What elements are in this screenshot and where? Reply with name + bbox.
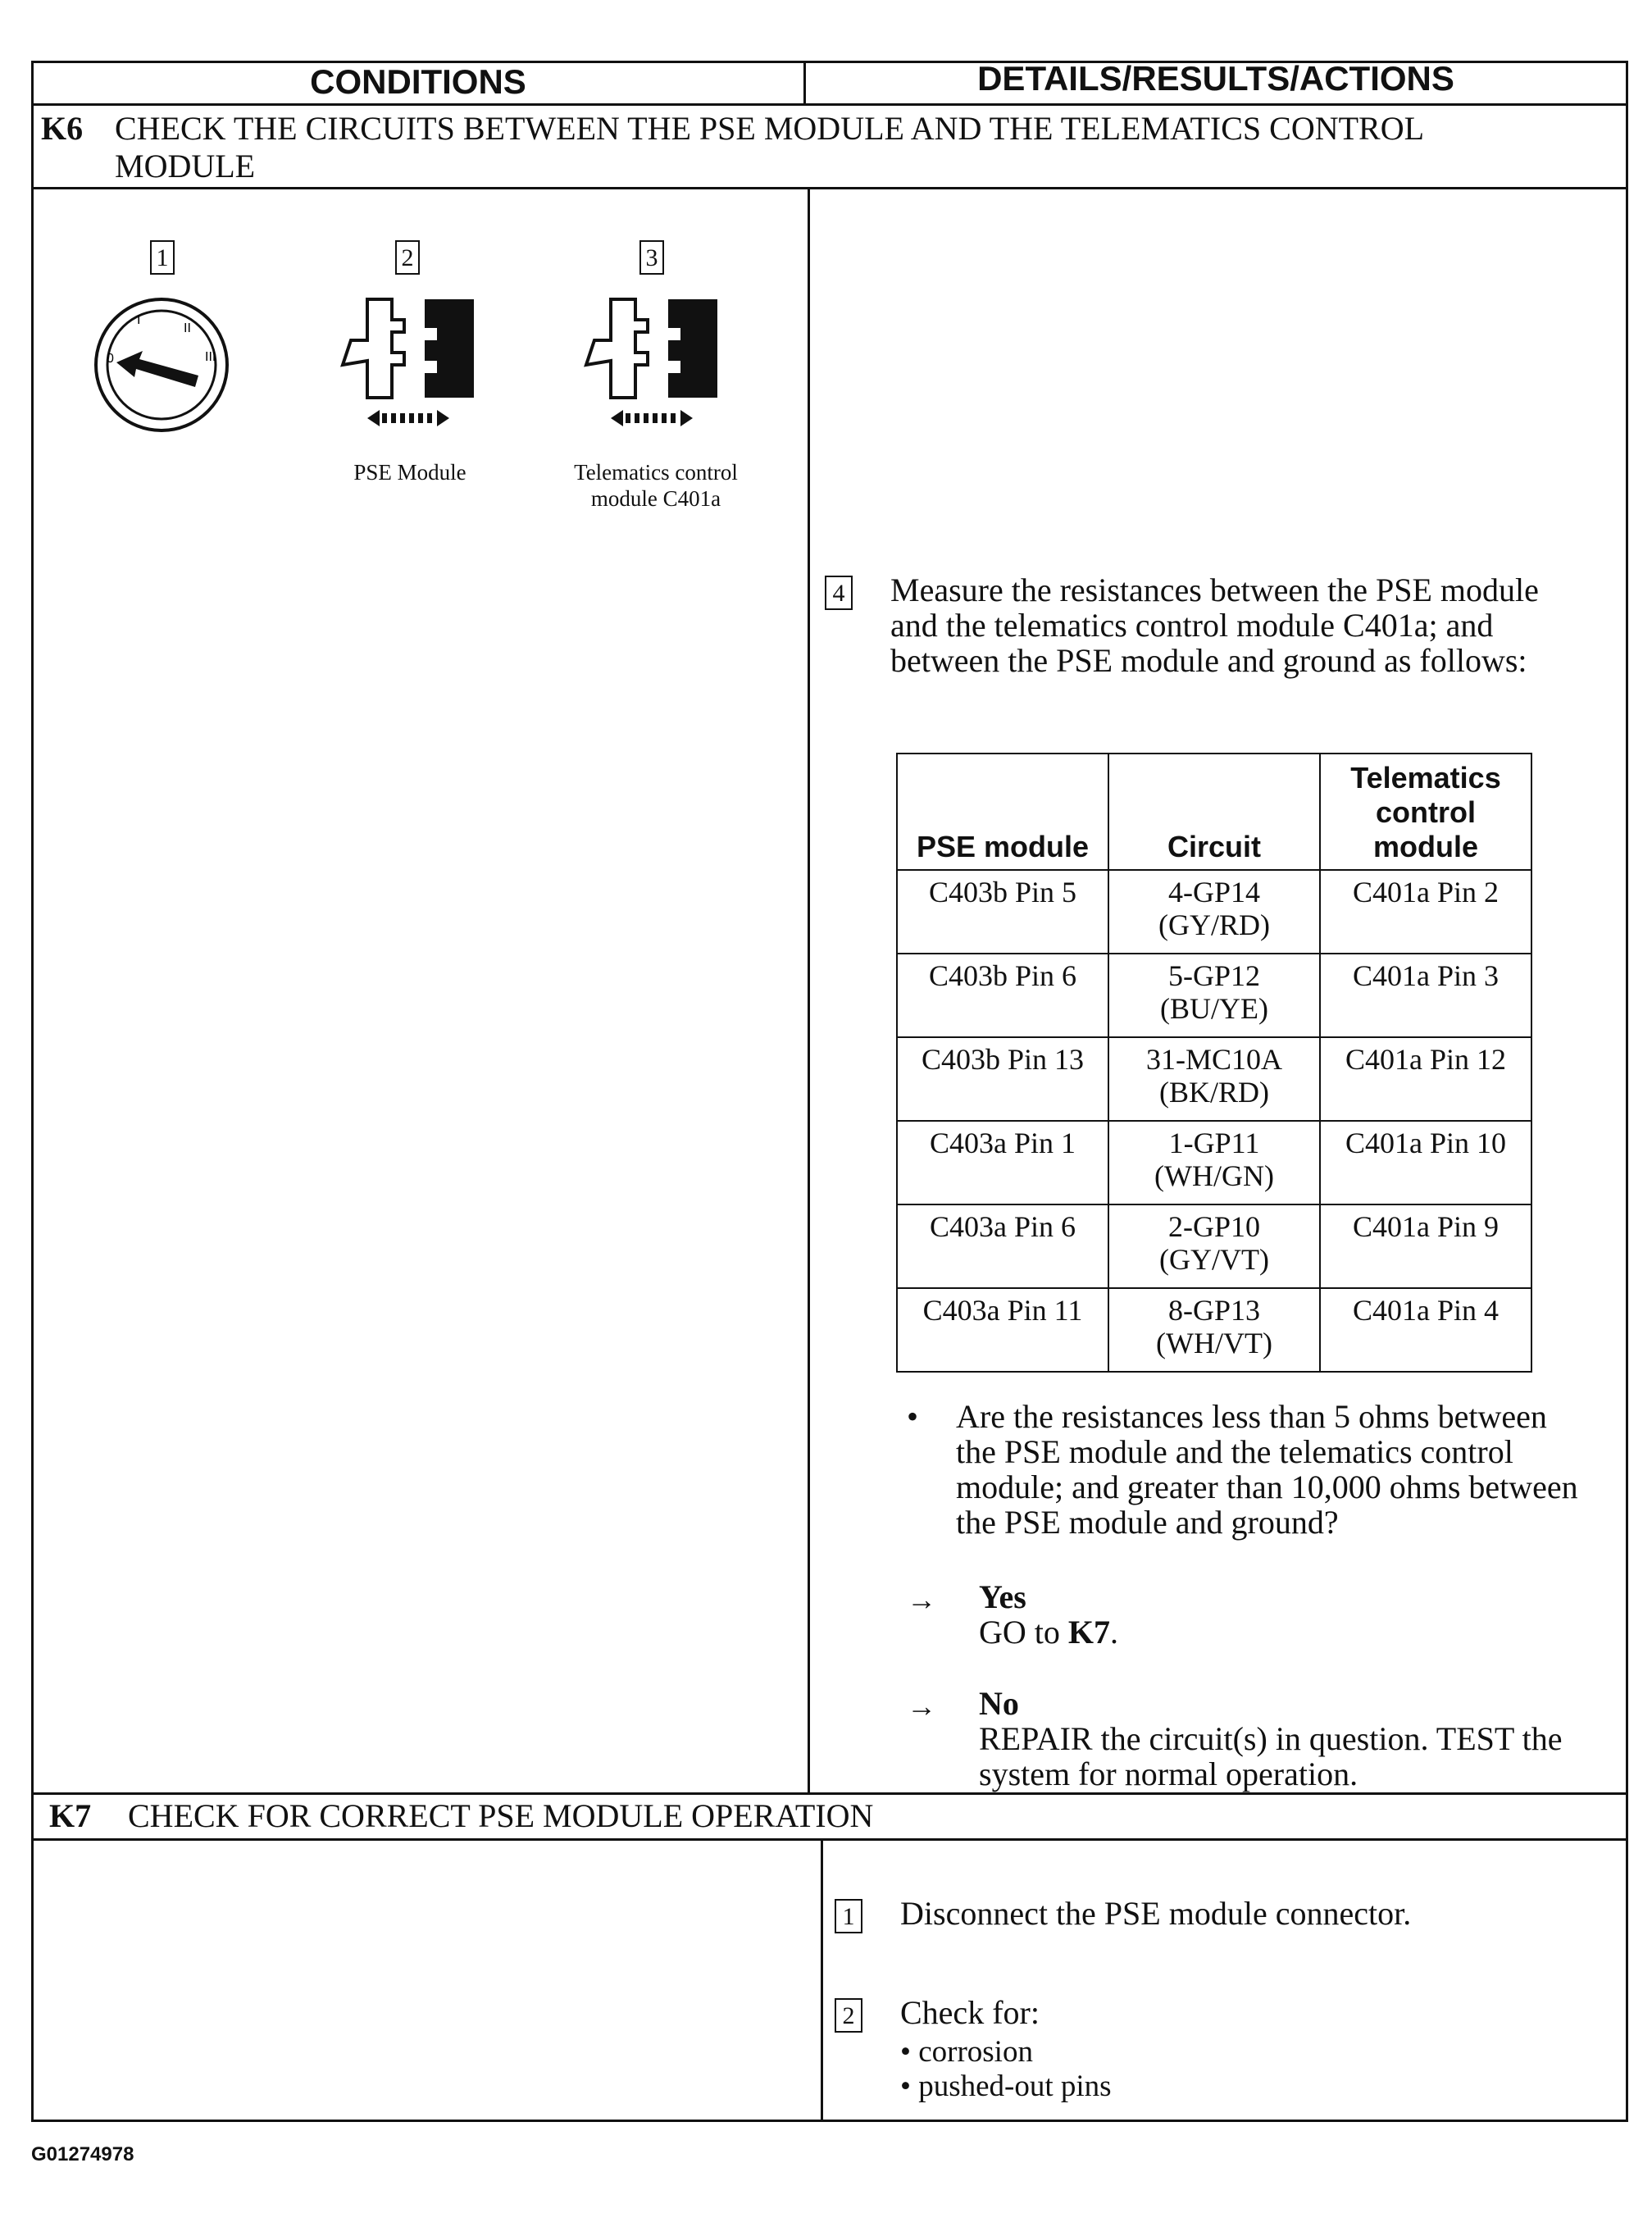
figure-1-label: 1 bbox=[150, 240, 175, 275]
tcm-pin-cell: C401a Pin 2 bbox=[1320, 870, 1531, 954]
k7-step-1-label: 1 bbox=[835, 1899, 862, 1933]
circuit-color: (BK/RD) bbox=[1159, 1076, 1269, 1109]
circuit-cell bbox=[1108, 1121, 1320, 1204]
figure-2-caption: PSE Module bbox=[353, 460, 466, 485]
ignition-switch-off-icon bbox=[92, 295, 231, 435]
question-bullet: • bbox=[907, 1398, 919, 1435]
figure-3-label: 3 bbox=[639, 240, 664, 275]
yes-action-target[interactable]: K7 bbox=[1067, 1614, 1111, 1651]
no-block bbox=[979, 1686, 1627, 1792]
question-line2: the PSE module and the telematics control bbox=[956, 1433, 1513, 1470]
circuit-number: 5-GP12 bbox=[1167, 959, 1260, 992]
header-telematics bbox=[1320, 754, 1531, 870]
list-item-text: pushed-out pins bbox=[918, 2070, 1112, 2103]
no-arrow-icon: → bbox=[907, 1690, 936, 1723]
list-bullet: • bbox=[900, 2035, 911, 2069]
yes-label: Yes bbox=[979, 1578, 1026, 1615]
header-tcm-line3: module bbox=[1372, 830, 1478, 863]
step-4-text bbox=[890, 572, 1628, 678]
circuit-number: 2-GP10 bbox=[1167, 1210, 1260, 1243]
circuit-cell bbox=[1108, 1288, 1320, 1372]
k6-column-divider bbox=[808, 187, 810, 1794]
header-divider bbox=[31, 103, 1628, 106]
figure-3-caption bbox=[541, 459, 771, 512]
svg-text:III: III bbox=[205, 350, 216, 364]
question-line4: the PSE module and ground? bbox=[956, 1504, 1339, 1541]
circuit-cell bbox=[1108, 1204, 1320, 1288]
table-row bbox=[897, 870, 1531, 954]
circuit-cell bbox=[1108, 870, 1320, 954]
k6-title bbox=[41, 110, 1623, 185]
svg-text:II: II bbox=[184, 321, 191, 335]
circuit-cell bbox=[1108, 1037, 1320, 1121]
k7-step-1-text: Disconnect the PSE module connector. bbox=[900, 1895, 1412, 1932]
k7-step-2-label: 2 bbox=[835, 1998, 862, 2033]
k7-code: K7 bbox=[49, 1797, 92, 1834]
k7-title-text: CHECK FOR CORRECT PSE MODULE OPERATION bbox=[128, 1797, 874, 1834]
step-4-line3: between the PSE module and ground as follows: bbox=[890, 642, 1527, 679]
circuit-color: (GY/VT) bbox=[1159, 1243, 1269, 1276]
table-row bbox=[897, 1037, 1531, 1121]
figure-3-caption-line1: Telematics control bbox=[574, 460, 738, 485]
step-4-line2: and the telematics control module C401a; and bbox=[890, 607, 1494, 644]
circuit-number: 31-MC10A bbox=[1145, 1043, 1282, 1076]
k6-title-line2: MODULE bbox=[115, 148, 256, 184]
figure-code: G01274978 bbox=[31, 2143, 134, 2165]
yes-block bbox=[979, 1579, 1618, 1650]
k6-title-divider bbox=[31, 187, 1628, 189]
figure-2-label: 2 bbox=[395, 240, 420, 275]
circuit-number: 8-GP13 bbox=[1167, 1294, 1260, 1327]
no-line2: system for normal operation. bbox=[979, 1755, 1358, 1792]
question-text bbox=[956, 1399, 1628, 1540]
svg-text:I: I bbox=[137, 313, 141, 327]
question-line3: module; and greater than 10,000 ohms between bbox=[956, 1469, 1578, 1505]
circuit-number: 1-GP11 bbox=[1168, 1127, 1260, 1159]
header-tcm-line2: control bbox=[1376, 795, 1476, 829]
k7-step-2-list bbox=[900, 2035, 1622, 2104]
tcm-pin-cell: C401a Pin 9 bbox=[1320, 1204, 1531, 1288]
header-tcm-line1: Telematics bbox=[1350, 761, 1501, 795]
table-row bbox=[897, 1204, 1531, 1288]
list-bullet: • bbox=[900, 2070, 911, 2103]
pse-pin-cell: C403a Pin 11 bbox=[897, 1288, 1108, 1372]
k6-title-line1: CHECK THE CIRCUITS BETWEEN THE PSE MODULE AND THE TELEMATICS CONTROL bbox=[115, 110, 1425, 147]
table-row bbox=[897, 1121, 1531, 1204]
figure-3-caption-line2: module C401a bbox=[590, 486, 721, 511]
details-header: DETAILS/RESULTS/ACTIONS bbox=[977, 59, 1454, 98]
circuit-color: (GY/RD) bbox=[1158, 908, 1270, 941]
header-pse-module: PSE module bbox=[897, 754, 1108, 870]
circuit-number: 4-GP14 bbox=[1167, 876, 1260, 908]
conditions-header: CONDITIONS bbox=[310, 62, 526, 101]
resistance-table bbox=[896, 753, 1532, 1373]
table-header-row bbox=[897, 754, 1531, 870]
no-label: No bbox=[979, 1685, 1019, 1722]
table-row bbox=[897, 954, 1531, 1037]
list-item bbox=[900, 2035, 1622, 2070]
tcm-pin-cell: C401a Pin 4 bbox=[1320, 1288, 1531, 1372]
k7-title-divider bbox=[31, 1838, 1628, 1841]
step-4-label: 4 bbox=[825, 576, 853, 610]
circuit-color: (WH/GN) bbox=[1154, 1159, 1274, 1192]
yes-action-suffix: . bbox=[1110, 1614, 1119, 1651]
k7-column-divider bbox=[821, 1838, 823, 2122]
pse-pin-cell: C403a Pin 6 bbox=[897, 1204, 1108, 1288]
k7-step-2-text: Check for: bbox=[900, 1994, 1040, 2031]
circuit-color: (WH/VT) bbox=[1156, 1327, 1272, 1359]
list-item-text: corrosion bbox=[918, 2035, 1033, 2069]
pse-pin-cell: C403a Pin 1 bbox=[897, 1121, 1108, 1204]
pse-pin-cell: C403b Pin 6 bbox=[897, 954, 1108, 1037]
question-line1: Are the resistances less than 5 ohms between bbox=[956, 1398, 1547, 1435]
step-4-line1: Measure the resistances between the PSE module bbox=[890, 571, 1539, 608]
header-circuit: Circuit bbox=[1108, 754, 1320, 870]
svg-text:0: 0 bbox=[107, 352, 114, 366]
no-line1: REPAIR the circuit(s) in question. TEST the bbox=[979, 1720, 1563, 1757]
tcm-pin-cell: C401a Pin 3 bbox=[1320, 954, 1531, 1037]
circuit-cell bbox=[1108, 954, 1320, 1037]
yes-arrow-icon: → bbox=[907, 1583, 936, 1616]
k7-title bbox=[49, 1797, 1607, 1835]
pse-connector-disconnect-icon bbox=[334, 291, 482, 439]
pse-pin-cell: C403b Pin 13 bbox=[897, 1037, 1108, 1121]
telematics-connector-disconnect-icon bbox=[578, 291, 726, 439]
tcm-pin-cell: C401a Pin 10 bbox=[1320, 1121, 1531, 1204]
yes-action-prefix: GO to bbox=[979, 1614, 1068, 1651]
table-row bbox=[897, 1288, 1531, 1372]
list-item bbox=[900, 2070, 1622, 2104]
k7-top-divider bbox=[31, 1792, 1628, 1795]
circuit-color: (BU/YE) bbox=[1160, 992, 1268, 1025]
tcm-pin-cell: C401a Pin 12 bbox=[1320, 1037, 1531, 1121]
pse-pin-cell: C403b Pin 5 bbox=[897, 870, 1108, 954]
k6-code: K6 bbox=[41, 110, 84, 147]
